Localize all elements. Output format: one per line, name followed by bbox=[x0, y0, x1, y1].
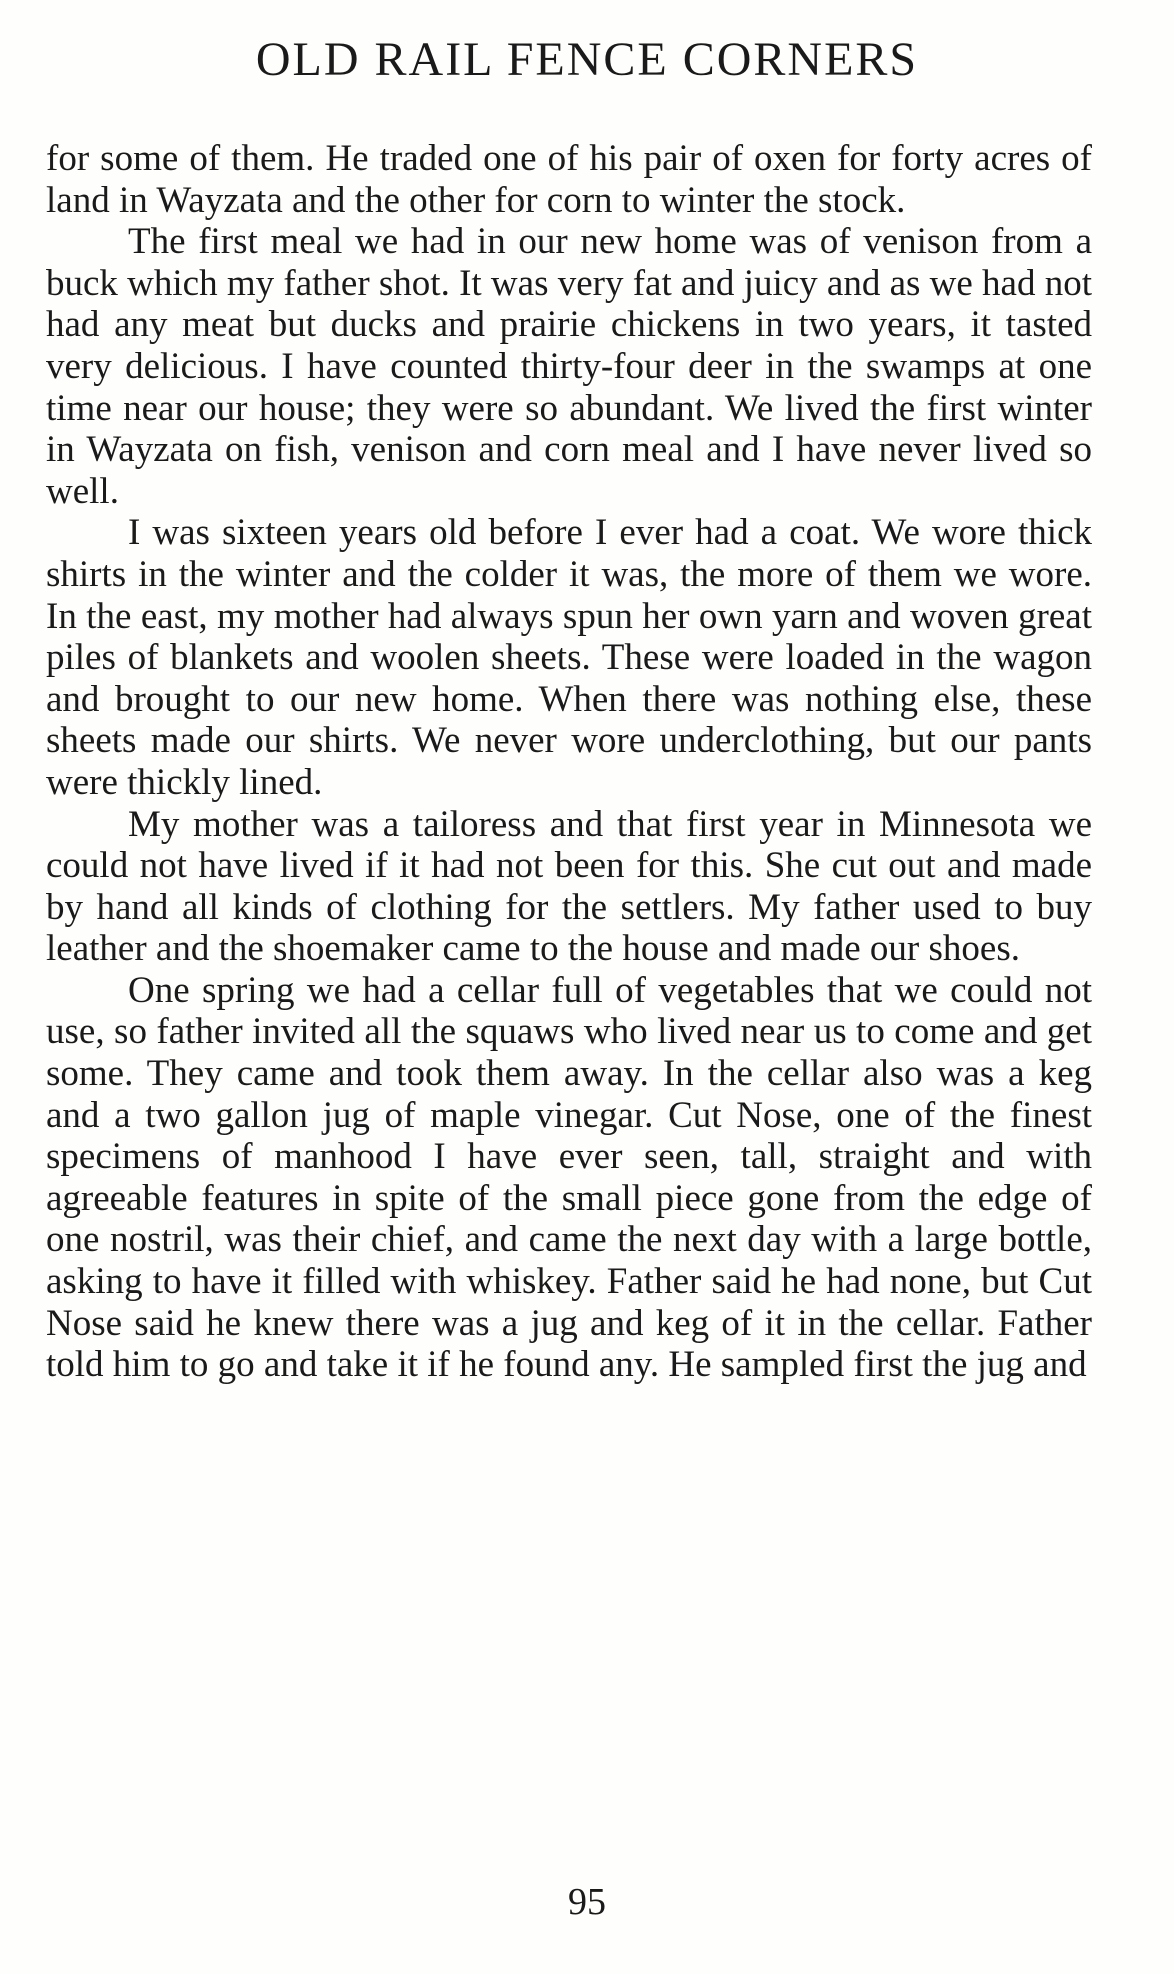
paragraph-coat: I was sixteen years old before I ever had a coat. We wore thick shirts in the winter and the colder it was, the more of them we wore. In the east, my mother had always spun her own yarn and woven great piles of blankets and woolen sheets. These were loaded in the wagon and brought to our new home. When there was nothing else, these sheets made our shirts. We never wore underclothing, but our pants were thickly lined. bbox=[46, 512, 1092, 803]
paragraph-tailoress: My mother was a tailoress and that first year in Minnesota we could not have lived if it had not been for this. She cut out and made by hand all kinds of clothing for the settlers. My father used to buy leather and the shoemaker came to the house and made our shoes. bbox=[46, 803, 1092, 970]
body-text bbox=[46, 138, 1092, 1386]
paragraph-cellar: One spring we had a cellar full of vegetables that we could not use, so father invited all the squaws who lived near us to come and get some. They came and took them away. In the cellar also was a keg and a two gallon jug of maple vinegar. Cut Nose, one of the finest specimens of manhood I have ever seen, tall, straight and with agreeable features in spite of the small piece gone from the edge of one nostril, was their chief, and came the next day with a large bottle, asking to have it filled with whiskey. Father said he had none, but Cut Nose said he knew there was a jug and keg of it in the cellar. Father told him to go and take it if he found any. He sampled first the jug and bbox=[46, 969, 1092, 1386]
page-number: 95 bbox=[568, 1881, 606, 1923]
paragraph-continued: for some of them. He traded one of his pair of oxen for forty acres of land in Wayzata and the other for corn to winter the stock. bbox=[46, 138, 1092, 221]
running-head: OLD RAIL FENCE CORNERS bbox=[255, 33, 919, 86]
paragraph-first-meal: The first meal we had in our new home was of venison from a buck which my father shot. It was very fat and juicy and as we had not had any meat but ducks and prairie chickens in two years, it tasted very delicious. I have counted thirty-four deer in the swamps at one time near our house; they were so abundant. We lived the first winter in Wayzata on fish, venison and corn meal and I have never lived so well. bbox=[46, 221, 1092, 512]
